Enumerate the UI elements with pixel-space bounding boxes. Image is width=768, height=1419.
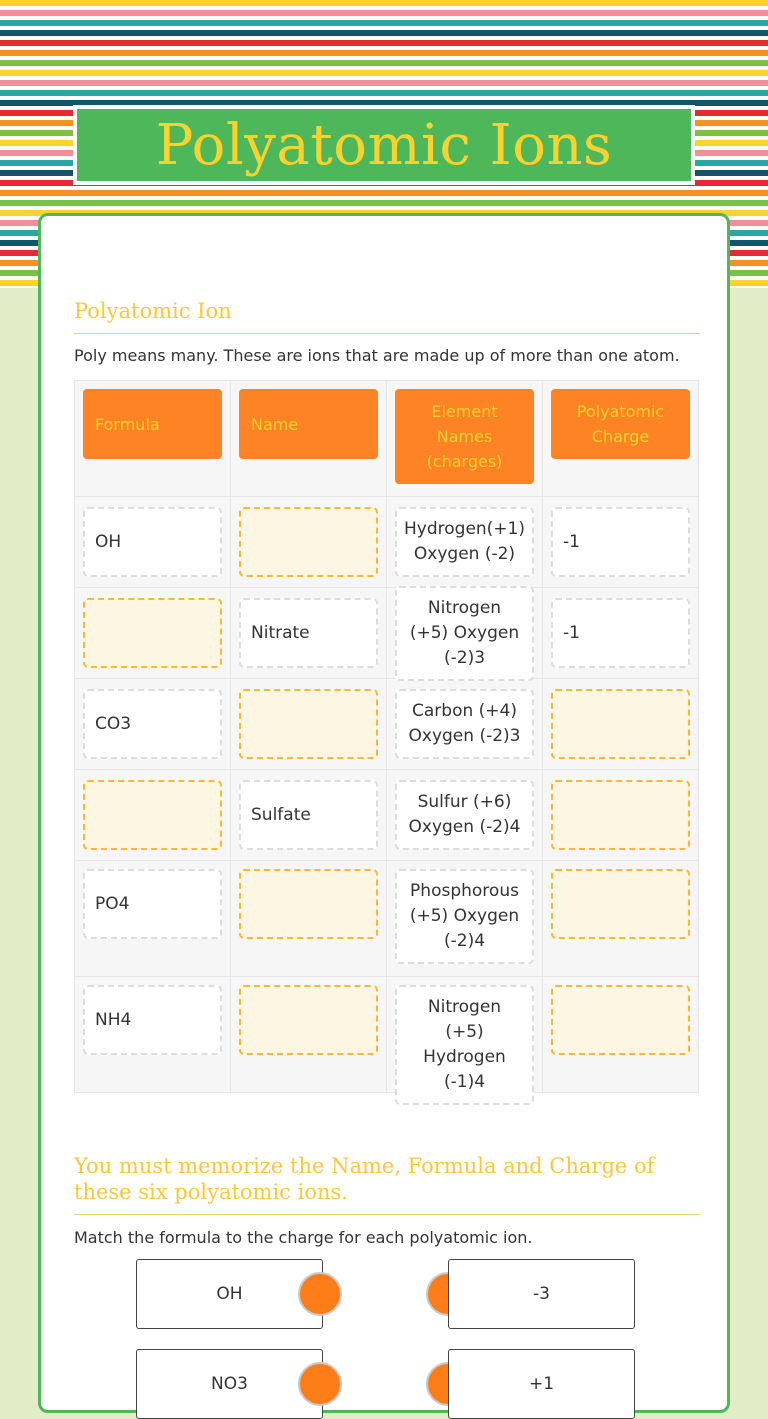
charge-answer-field[interactable]	[551, 780, 690, 850]
match-formula-box: NO3	[136, 1349, 323, 1419]
polyatomic-ion-table	[74, 380, 699, 1093]
match-pair-row	[136, 1259, 636, 1329]
formula-cell: PO4	[83, 869, 222, 939]
title-banner	[77, 109, 691, 181]
table-row	[75, 977, 698, 1092]
header-element-names: Element Names (charges)	[395, 389, 534, 484]
charge-answer-field[interactable]	[551, 689, 690, 759]
table-row	[75, 588, 698, 679]
section1-description: Poly means many. These are ions that are made up of more than one atom.	[74, 346, 680, 365]
elements-cell: Sulfur (+6) Oxygen (-2)4	[395, 780, 534, 850]
charge-cell: -1	[551, 507, 690, 577]
elements-cell: Nitrogen (+5) Oxygen (-2)3	[395, 586, 534, 681]
header-polyatomic-charge: Polyatomic Charge	[551, 389, 690, 459]
table-header-row	[75, 381, 698, 497]
formula-cell: CO3	[83, 689, 222, 759]
formula-answer-field[interactable]	[83, 780, 222, 850]
elements-cell: Carbon (+4) Oxygen (-2)3	[395, 689, 534, 759]
section2-description: Match the formula to the charge for each polyatomic ion.	[74, 1228, 533, 1247]
name-answer-field[interactable]	[239, 985, 378, 1055]
formula-cell: NH4	[83, 985, 222, 1055]
formula-answer-field[interactable]	[83, 598, 222, 668]
charge-answer-field[interactable]	[551, 985, 690, 1055]
match-connector-dot[interactable]	[298, 1272, 342, 1316]
name-cell: Nitrate	[239, 598, 378, 668]
header-name: Name	[239, 389, 378, 459]
match-charge-box: +1	[448, 1349, 635, 1419]
section2-divider	[74, 1214, 700, 1215]
charge-cell: -1	[551, 598, 690, 668]
header-formula: Formula	[83, 389, 222, 459]
elements-cell: Nitrogen (+5) Hydrogen (-1)4	[395, 985, 534, 1105]
name-answer-field[interactable]	[239, 507, 378, 577]
page-title: Polyatomic Ions	[155, 112, 613, 178]
table-row	[75, 679, 698, 770]
match-charge-box: -3	[448, 1259, 635, 1329]
name-answer-field[interactable]	[239, 689, 378, 759]
match-formula-box: OH	[136, 1259, 323, 1329]
table-row	[75, 497, 698, 588]
name-cell: Sulfate	[239, 780, 378, 850]
section1-title: Polyatomic Ion	[74, 299, 232, 323]
section2-title: You must memorize the Name, Formula and Charge of these six polyatomic ions.	[74, 1154, 655, 1204]
formula-cell: OH	[83, 507, 222, 577]
elements-cell: Hydrogen(+1) Oxygen (-2)	[395, 507, 534, 577]
worksheet-card	[38, 213, 730, 1413]
elements-cell: Phosphorous (+5) Oxygen (-2)4	[395, 869, 534, 964]
section1-divider	[74, 333, 700, 334]
charge-answer-field[interactable]	[551, 869, 690, 939]
table-row	[75, 861, 698, 977]
match-connector-dot[interactable]	[298, 1362, 342, 1406]
table-row	[75, 770, 698, 861]
name-answer-field[interactable]	[239, 869, 378, 939]
match-pair-row	[136, 1349, 636, 1419]
